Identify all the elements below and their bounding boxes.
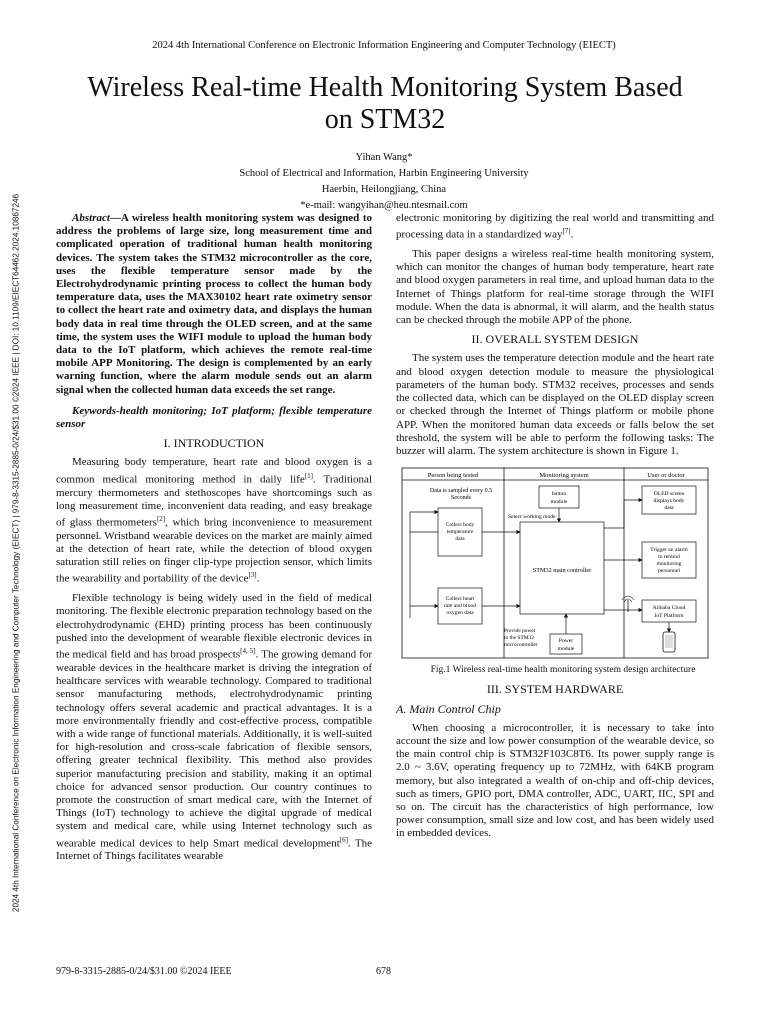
abstract-text: —A wireless health monitoring system was designed to address the problems of large size, long measurement time and complicated operation of traditional human health monitoring devices. The system takes the STM32 microcontroller as the core, uses the flexible temperature sensor made by the Electrohydrodynamic printing process to collect the human body temperature data, uses the MAX30102 heart rate oximetry sensor to collect the heart rate and oximetry data, and displays the human body data in real time through the OLED screen, and at the same time, the system uses the WIFI module to upload the human body data to the IoT platform, which achieves the remote real-time mobile APP Monitoring. The design is complemented by an early warning function, where the alarm module sends out an alarm signal when the collected human data exceeds the set range.: [56, 212, 372, 396]
provide-power-line: microcontroller: [504, 642, 538, 649]
footer-copyright: 979-8-3315-2885-0/24/$31.00 ©2024 IEEE: [56, 966, 232, 977]
intro-paragraph-4: This paper designs a wireless real-time health monitoring system, which can monitor the changes of human body temperature, heart rate and blood oxygen parameters in real time, and upload human data to the Internet of Things platform for real-time storage through the WIFI module. When the data is abnormal, it will alarm, and the health status can be checked through the mobile APP of the phone.: [396, 248, 714, 327]
sampled-text-1: Data is sampled every 0.5: [429, 488, 493, 495]
title-line-1: Wireless Real-time Health Monitoring System Based: [87, 72, 683, 103]
figure-caption: Fig.1 Wireless real-time health monitoring system design architecture: [430, 665, 696, 676]
abstract-label: Abstract: [72, 212, 110, 224]
citation[interactable]: [3]: [248, 571, 257, 580]
provide-power-line: Provide power: [504, 628, 536, 635]
section-heading-system-design: II. OVERALL SYSTEM DESIGN: [471, 332, 639, 347]
intro-paragraph-3: electronic monitoring by digitizing the real world and transmitting and processing data in a standardized way[7].: [396, 212, 714, 241]
col-monitor-label: Monitoring system: [539, 472, 589, 480]
author-name: Yihan Wang*: [355, 152, 413, 163]
author-location: Haerbin, Heilongjiang, China: [321, 184, 447, 195]
cloud-line: Alibaba Cloud: [652, 605, 686, 612]
citation[interactable]: [7]: [562, 227, 571, 236]
collect-hr-line: oxygen data: [446, 610, 474, 617]
citation[interactable]: [2]: [156, 514, 166, 523]
doi-sidebar: [6, 168, 26, 938]
button-module-line: module: [550, 499, 568, 506]
hardware-paragraph-1: When choosing a microcontroller, it is necessary to take into account the size and low power consumption of the wearable device, so the main control chip is STM32F103C8T6. Its power supply range is 2.0 ~ 3.6V, operating frequency up to 72MHz, with 64KB program memory, but also integrated a wealth of on-chip and off-chip devices, such as timers, GPIO port, DMA controller, ADC, UART, IIC, SPI and so on. The circuit has the characteristics of high performance, low power consumption, small size and low cost, and has been widely used in embedded devices.: [396, 721, 714, 840]
col-person-label: Person being tested: [427, 472, 479, 480]
design-paragraph-1: The system uses the temperature detection module and the heart rate and blood oxygen detection module to measure the physiological parameters of the human body. STM32 receives, processes and sends the collected data, which can be displayed on the OLED display screen or checked through the Internet of Things platform or mobile phone APP. When the monitored human data exceeds or falls below the set threshold, the system will be able to perform the following tasks: The buzzer will alarm. The system architecture is shown in Figure 1.: [396, 352, 714, 457]
author-email: *e-mail: wangyihan@heu.ntesmail.com: [300, 200, 468, 211]
citation[interactable]: [6]: [339, 835, 348, 844]
keywords: Keywords-health monitoring; IoT platform; flexible temperature sensor: [56, 404, 372, 431]
page-number: 678: [376, 966, 391, 977]
paper-title: [40, 72, 730, 136]
oled-line: OLED screen: [653, 491, 685, 498]
main-controller-label: STM32 main controller: [532, 567, 592, 575]
power-module-line: Power: [558, 638, 574, 645]
intro-paragraph-1: Measuring body temperature, heart rate and blood oxygen is a common medical monitoring method in daily life[1]. Traditional mercury thermometers and stethoscopes have shortcomings such as long measurement time, inconvenient data reading, and easy breakage of glass thermometers[2], which bring inconvenience to measurement personnel. Wristband wearable devices on the market are mainly aimed at the detection of heart rate, while the detection of blood oxygen saturation still relies on finger clip-type projection sensor, which limits the wearability and portability of the device[3].: [56, 456, 372, 586]
right-column: [396, 212, 714, 847]
collect-temp-line: data: [455, 536, 465, 543]
collect-hr-line: Collect heart: [445, 596, 475, 603]
cloud-line: IoT Platform: [654, 613, 684, 620]
citation[interactable]: [1]: [304, 471, 313, 480]
collect-hr-line: rate and blood: [444, 603, 476, 610]
section-heading-introduction: I. INTRODUCTION: [163, 436, 265, 451]
collect-temp-line: temperature: [446, 529, 474, 536]
doi-sidebar-text: 2024 4th International Conference on Electronic Information Engineering and Computer Technology (EIECT) | 979-8-3315-2885-0/24/$31.00 ©2024 IEEE | DOI: 10.1109/EIECT64462.2024.10867246: [11, 193, 21, 913]
button-module-line: button: [551, 491, 567, 498]
architecture-diagram: [396, 466, 714, 660]
author-affiliation: School of Electrical and Information, Harbin Engineering University: [239, 168, 529, 179]
provide-power-line: to the STM32: [504, 635, 534, 642]
section-heading-hardware: III. SYSTEM HARDWARE: [486, 682, 624, 697]
subsection-heading-main-chip: A. Main Control Chip: [396, 701, 501, 716]
abstract: [56, 212, 372, 397]
collect-temp-line: Collect body: [445, 522, 475, 529]
title-line-2: on STM32: [324, 104, 446, 135]
power-module-line: module: [557, 646, 575, 653]
left-column: [56, 212, 372, 870]
intro-paragraph-2: Flexible technology is being widely used in the field of medical monitoring. The flexible electronic preparation technology based on the electrohydrodynamic (EHD) printing process has been continuously pushed into the development of wearable flexible electronic devices in the medical field and has broad prospects[4, 5]. The growing demand for wearable devices in the healthcare market is driving the integration of healthcare services with wearable technology. Compared to traditional sensor manufacturing methods, electrohydrodynamic printing technology offers several academic and practical advantages. It is a more environmentally friendly and cost-effective process, compatible with a wide range of functional materials. Additionally, it is well-suited for high-resolution and cross-scale fabrication of flexible sensors, offering greater technical flexibility. This method also provides superior manufacturing precision and stability, making it an optimal choice for advanced sensor production. Our country continues to promote the construction of smart medical care, with the Internet of Things (IoT) technology to achieve the digital upgrade of medical system and medical care, while using Internet technology such as wearable medical devices to help Smart medical development[6]. The Internet of Things facilitates wearable: [56, 592, 372, 863]
oled-line: data: [664, 505, 674, 512]
alarm-line: to remind: [658, 554, 680, 561]
oled-line: displays body: [653, 498, 685, 505]
phone-screen: [665, 635, 673, 648]
sampled-text-2: Seconds: [451, 495, 471, 502]
select-mode-label: Select working mode: [508, 514, 556, 521]
figure-1: [396, 466, 714, 660]
citation[interactable]: [4, 5]: [240, 647, 256, 656]
col-user-label: User or doctor: [647, 472, 685, 480]
alarm-line: monitoring: [656, 561, 682, 568]
conference-header: 2024 4th International Conference on Electronic Information Engineering and Computer Technology (EIECT): [152, 40, 616, 51]
alarm-line: personnel: [658, 568, 680, 575]
alarm-line: Trigger an alarm: [650, 547, 688, 554]
author-block: [60, 150, 708, 214]
